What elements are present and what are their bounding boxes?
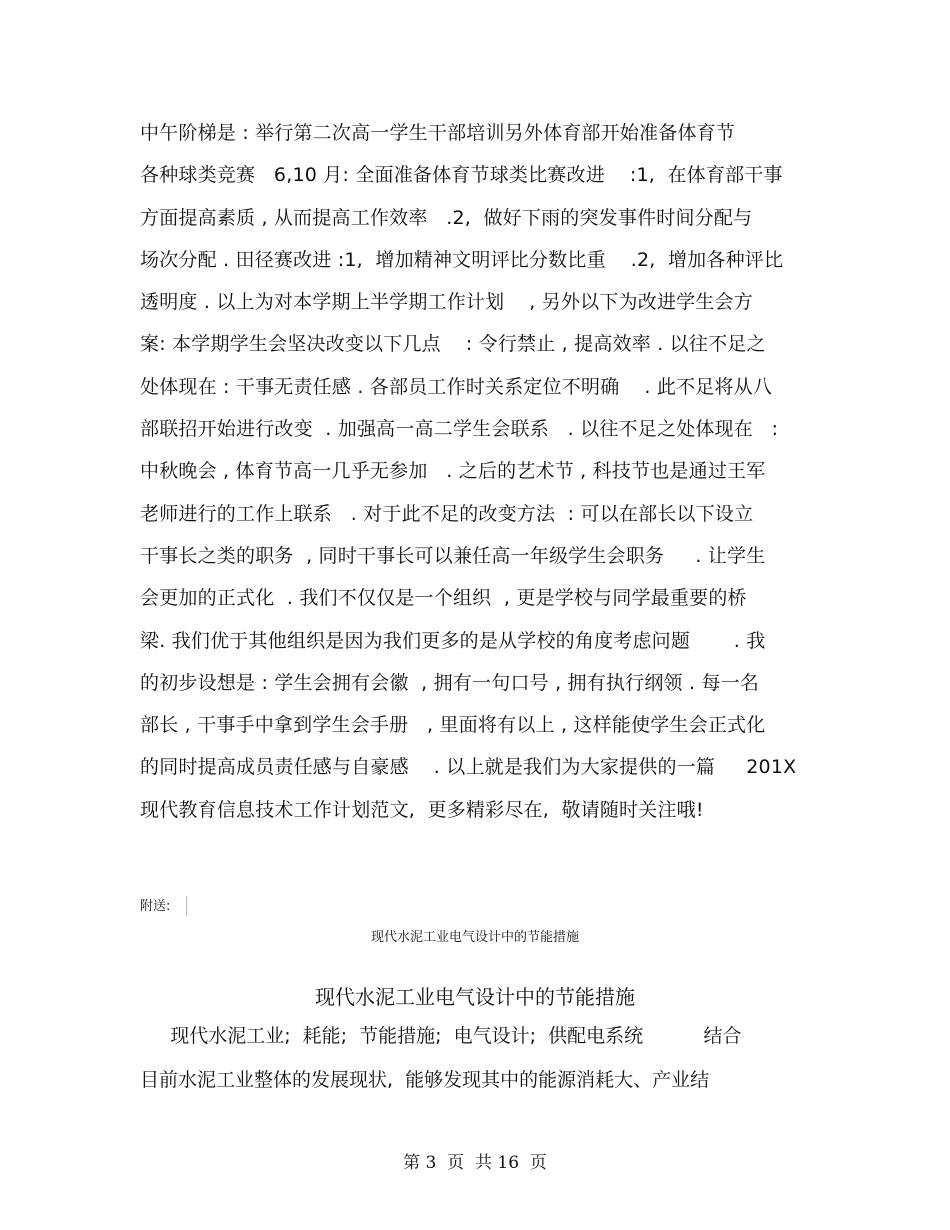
appendix-divider — [186, 896, 187, 916]
body-line-16: 的同时提高成员责任感与自豪感 . 以上就是我们为大家提供的一篇 201X — [140, 756, 797, 779]
body-line-6: 案: 本学期学生会坚决改变以下几点 : 令行禁止 , 提高效率 . 以往不足之 — [140, 333, 766, 356]
body-line-10: 老师进行的工作上联系 . 对于此不足的改变方法 : 可以在部长以下设立 — [140, 502, 754, 525]
body-line-15: 部长 , 干事手中拿到学生会手册 , 里面将有以上 , 这样能使学生会正式化 — [140, 714, 766, 737]
body-line-5: 透明度 . 以上为对本学期上半学期工作计划 , 另外以下为改进学生会方 — [140, 291, 753, 314]
article-line-1: 现代水泥工业; 耗能; 节能措施; 电气设计; 供配电系统 结合 — [140, 1025, 742, 1047]
appendix-small-title: 现代水泥工业电气设计中的节能措施 — [370, 930, 579, 945]
body-line-1: 中午阶梯是 : 举行第二次高一学生干部培训另外体育部开始准备体育节 — [140, 122, 736, 144]
article-title: 现代水泥工业电气设计中的节能措施 — [315, 985, 635, 1009]
body-text — [140, 112, 840, 831]
body-line-7: 处体现在 : 干事无责任感 . 各部员工作时关系定位不明确 . 此不足将从八 — [140, 375, 773, 398]
body-line-8: 部联招开始进行改变 . 加强高一高二学生会联系 . 以往不足之处体现在 : — [140, 418, 779, 441]
article-line-2: 目前水泥工业整体的发展现状, 能够发现其中的能源消耗大、产业结 — [140, 1069, 710, 1091]
body-line-11: 干事长之类的职务 , 同时干事长可以兼任高一年级学生会职务 . 让学生 — [140, 544, 766, 567]
page-number-footer: 第 3 页 共 16 页 — [403, 1153, 547, 1173]
appendix-label: 附送: — [140, 899, 171, 914]
body-line-4: 场次分配 . 田径赛改进 :1, 增加精神文明评比分数比重 .2, 增加各种评比 — [140, 248, 784, 271]
body-line-13: 梁. 我们优于其他组织是因为我们更多的是从学校的角度考虑问题 . 我 — [140, 629, 766, 652]
body-line-2: 各种球类竞赛 6,10 月: 全面准备体育节球类比赛改进 :1, 在体育部干事 — [140, 164, 783, 187]
body-line-14: 的初步设想是 : 学生会拥有会徽 , 拥有一句口号 , 拥有执行纲领 . 每一名 — [140, 671, 760, 694]
body-line-3: 方面提高素质 , 从而提高工作效率 .2, 做好下雨的突发事件时间分配与 — [140, 206, 753, 229]
body-line-12: 会更加的正式化 . 我们不仅仅是一个组织 , 更是学校与同学最重要的桥 — [140, 587, 747, 610]
body-line-9: 中秋晚会 , 体育节高一几乎无参加 . 之后的艺术节 , 科技节也是通过王军 — [140, 460, 766, 483]
body-line-17: 现代教育信息技术工作计划范文, 更多精彩尽在, 敬请随时关注哦! — [140, 798, 704, 821]
